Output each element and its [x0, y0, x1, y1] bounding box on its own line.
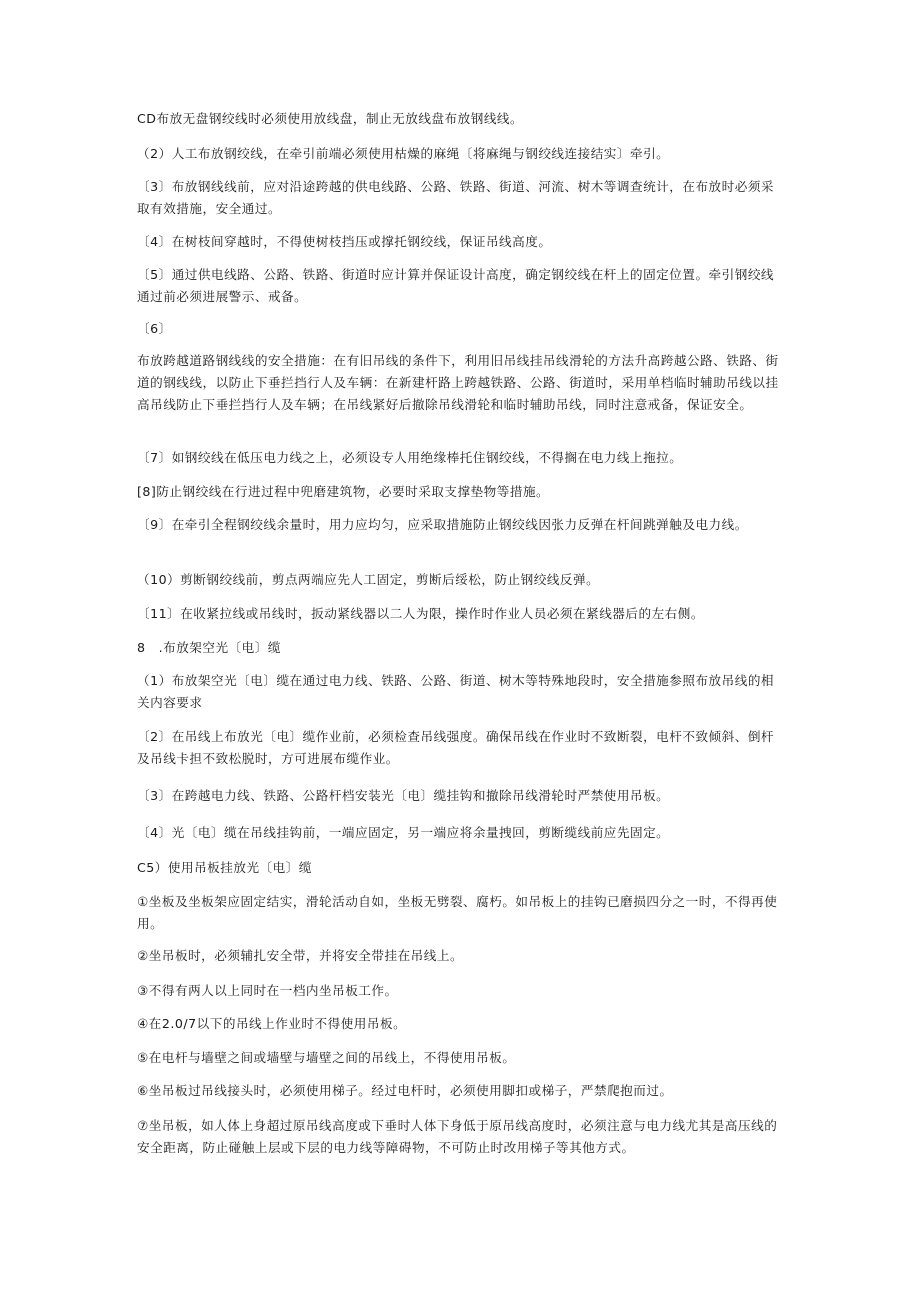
paragraph-22: ④在2.0/7以下的吊线上作业时不得使用吊板。: [137, 1016, 407, 1031]
paragraph-15: 〔2〕在吊线上布放光〔电〕缆作业前，必须检查吊线强度。确保吊线在作业时不致断裂，电杆不致倾斜、倒杆及吊线卡担不致松脱时，方可进展布缆作业。: [137, 729, 775, 766]
paragraph-24: ⑥坐吊板过吊线接头时，必须使用梯子。经过电杆时，必须使用脚扣或梯子，严禁爬抱而过。: [137, 1083, 673, 1098]
paragraph-10: 〔9〕在牵引全程钢绞线余量时，用力应均匀，应采取措施防止钢绞线因张力反弹在杆间跳弹触及电力线。: [137, 517, 748, 532]
paragraph-2: （2）人工布放钢绞线，在牵引前端必须使用枯燥的麻绳〔将麻绳与钢绞线连接结实〕牵引。: [137, 146, 670, 161]
paragraph-4: 〔4〕在树枝间穿越时，不得使树枝挡压或撑托钢绞线，保证吊线高度。: [137, 234, 552, 249]
paragraph-1: CD布放无盘钢绞线时必须使用放线盘，制止无放线盘布放钢线线。: [137, 111, 524, 126]
paragraph-17: 〔4〕光〔电〕缆在吊线挂钩前，一端应固定，另一端应将余量拽回，剪断缆线前应先固定。: [137, 825, 670, 840]
paragraph-16: 〔3〕在跨越电力线、铁路、公路杆档安装光〔电〕缆挂钩和撤除吊线滑轮时严禁使用吊板。: [137, 788, 670, 803]
paragraph-7: 布放跨越道路钢线线的安全措施：在有旧吊线的条件下，利用旧吊线挂吊线滑轮的方法升高跨越公路、铁路、街道的钢线线，以防止下垂拦挡行人及车辆：在新建杆路上跨越铁路、公路、街道时，采用单档临时辅助吊线以挂高吊线防止下垂拦挡行人及车辆；在吊线紧好后撤除吊线滑轮和临时辅助吊线，同时注意戒备，保证安全。: [137, 353, 779, 412]
section-heading: 8 .布放架空光〔电〕缆: [137, 640, 281, 655]
paragraph-6: 〔6〕: [137, 321, 172, 336]
paragraph-3: 〔3〕布放钢线线前，应对沿途跨越的供电线路、公路、铁路、街道、河流、树木等调查统计，在布放时必须采取有效措施，安全通过。: [137, 179, 775, 216]
paragraph-8: 〔7〕如钢绞线在低压电力线之上，必须设专人用绝缘棒托住钢绞线，不得搁在电力线上拖拉。: [137, 450, 683, 465]
paragraph-11: （10）剪断钢绞线前，剪点两端应先人工固定，剪断后绥松，防止钢绞线反弹。: [137, 572, 600, 587]
paragraph-5: 〔5〕通过供电线路、公路、铁路、街道时应计算并保证设计高度，确定钢绞线在杆上的固定位置。牵引钢绞线通过前必须进展警示、戒备。: [137, 267, 775, 304]
subsection-heading: C5）使用吊板挂放光〔电〕缆: [137, 860, 312, 875]
paragraph-20: ②坐吊板时，必须辅扎安全带，并将安全带挂在吊线上。: [137, 948, 464, 963]
paragraph-14: （1）布放架空光〔电〕缆在通过电力线、铁路、公路、街道、树木等特殊地段时，安全措施参照布放吊线的相关内容要求: [137, 673, 775, 710]
paragraph-25: ⑦坐吊板，如人体上身超过原吊线高度或下垂时人体下身低于原吊线高度时，必须注意与电力线尤其是高压线的安全距离，防止碰触上层或下层的电力线等障碍物，不可防止时改用梯子等其他方式。: [137, 1118, 778, 1155]
paragraph-23: ⑤在电杆与墙壁之间或墙壁与墙壁之间的吊线上，不得使用吊板。: [137, 1050, 516, 1065]
paragraph-12: 〔11〕在收紧拉线或吊线时，扳动紧线器以二人为限，操作时作业人员必须在紧线器后的左右侧。: [137, 606, 704, 621]
paragraph-21: ③不得有两人以上同时在一档内坐吊板工作。: [137, 983, 398, 998]
paragraph-19: ①坐板及坐板架应固定结实，滑轮活动自如，坐板无劈裂、腐朽。如吊板上的挂钩已磨损四分之一时，不得再使用。: [137, 894, 778, 931]
paragraph-9: [8]防止钢绞线在行进过程中兜磨建筑物，必要时采取支撑垫物等措施。: [137, 484, 550, 499]
